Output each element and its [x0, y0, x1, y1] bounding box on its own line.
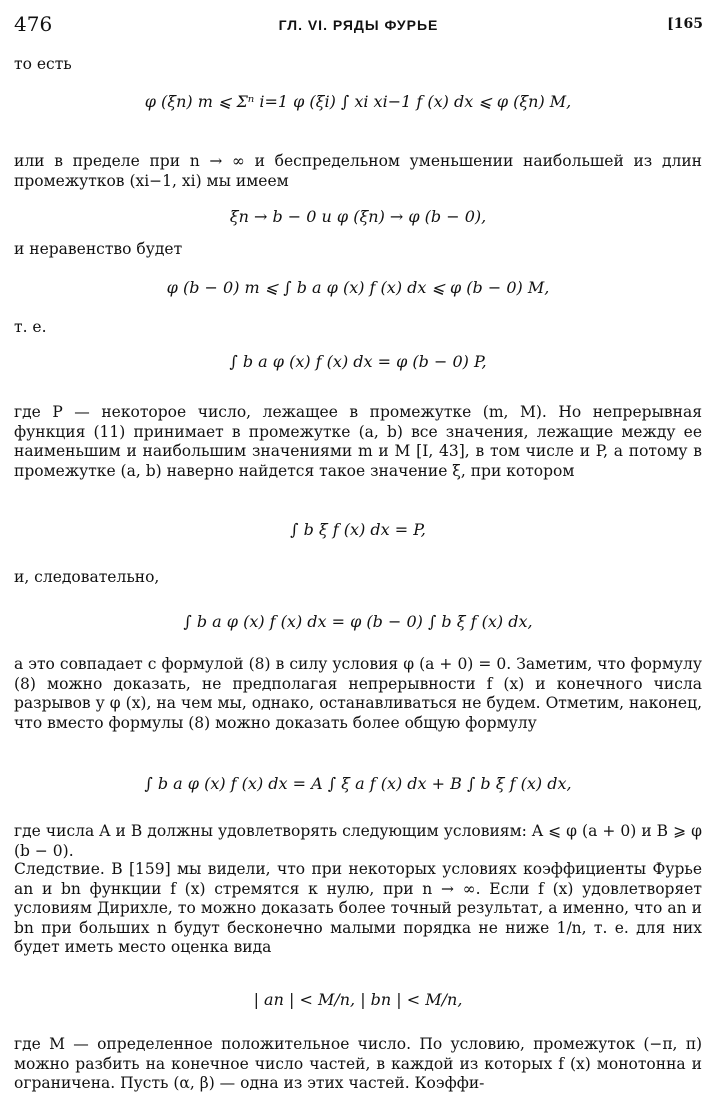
text-block: а это совпадает с формулой (8) в силу условия φ (a + 0) = 0. Заметим, что формулу (8) можно доказать, не предполагая непрерывности f (x) и конечного числа разрывов у φ (x), на чем мы, однако, останавливаться не будем. Отметим, наконец, что вместо формулы (8) можно доказать более общую формулу [14, 655, 702, 732]
text-block: или в пределе при n → ∞ и беспредельном уменьшении наибольшей из длин промежутков (xi−1, xi) мы имеем [14, 152, 702, 190]
text-block: где M — определенное положительное число. По условию, промежуток (−π, π) можно разбить на конечное число частей, в каждой из которых f (x) монотонна и ограничена. Пусть (α, β) — одна из этих частей. Коэффи- [14, 1035, 702, 1092]
text-block: где числа A и B должны удовлетворять следующим условиям: A ⩽ φ (a + 0) и B ⩾ φ (b − 0). [14, 822, 702, 860]
chapter-title: ГЛ. VI. РЯДЫ ФУРЬЕ [278, 17, 439, 33]
section-marker: [165 [667, 16, 703, 32]
text-block: и неравенство будет [14, 240, 183, 258]
text-block: т. е. [14, 318, 47, 336]
formula: ∫ b a φ (x) f (x) dx = φ (b − 0) P, [229, 352, 487, 371]
formula: ∫ b a φ (x) f (x) dx = A ∫ ξ a f (x) dx + B ∫ b ξ f (x) dx, [144, 774, 572, 793]
formula: φ (ξn) m ⩽ Σⁿ i=1 φ (ξi) ∫ xi xi−1 f (x) dx ⩽ φ (ξn) M, [144, 92, 572, 111]
formula: φ (b − 0) m ⩽ ∫ b a φ (x) f (x) dx ⩽ φ (b − 0) M, [166, 278, 550, 297]
page-number: 476 [14, 12, 53, 36]
formula: ∫ b a φ (x) f (x) dx = φ (b − 0) ∫ b ξ f (x) dx, [183, 612, 533, 631]
page-header [14, 12, 703, 42]
text-block: и, следовательно, [14, 568, 160, 586]
formula: ∫ b ξ f (x) dx = P, [290, 520, 426, 539]
text-block: Следствие. В [159] мы видели, что при некоторых условиях коэффициенты Фурье an и bn функции f (x) стремятся к нулю, при n → ∞. Если f (x) удовлетворяет условиям Дирихле, то можно доказать более точный результат, а именно, что an и bn при больших n будут бесконечно малыми порядка не ниже 1/n, т. е. для них будет иметь место оценка вида [14, 860, 702, 956]
text-block: то есть [14, 55, 72, 73]
formula: ξn → b − 0 и φ (ξn) → φ (b − 0), [229, 207, 487, 226]
formula: | an | < M/n, | bn | < M/n, [253, 990, 463, 1009]
text-block: где P — некоторое число, лежащее в промежутке (m, M). Но непрерывная функция (11) принимает в промежутке (a, b) все значения, лежащие между ее наименьшим и наибольшим значениями m и M [I, 43], в том числе и P, а потому в промежутке (a, b) наверно найдется такое значение ξ, при котором [14, 403, 702, 480]
